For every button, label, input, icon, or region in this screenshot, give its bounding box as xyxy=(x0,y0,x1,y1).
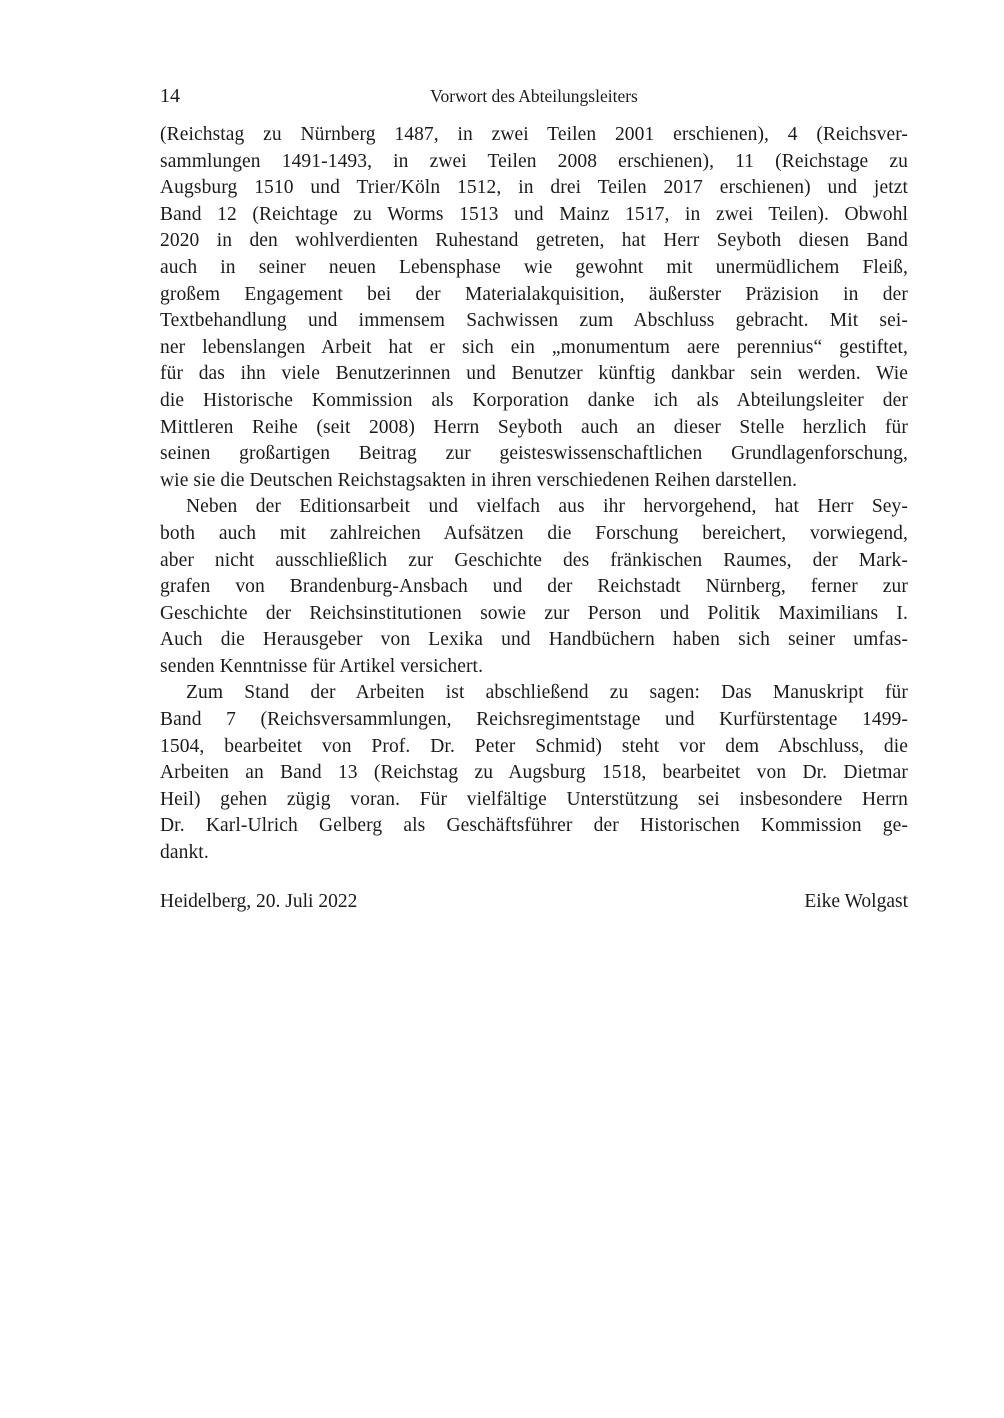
text-line: auch in seiner neuen Lebensphase wie gewohnt mit unermüdlichem Fleiß, xyxy=(160,256,908,278)
text-line: Band 7 (Reichsversammlungen, Reichsregimentstage und Kurfürstentage 1499- xyxy=(160,709,908,731)
text-line: Arbeiten an Band 13 (Reichstag zu Augsburg 1518, bearbeitet von Dr. Dietmar xyxy=(160,762,908,784)
text-line: sammlungen 1491-1493, in zwei Teilen 2008 erschienen), 11 (Reichstage zu xyxy=(160,150,908,172)
text-line: Heil) gehen zügig voran. Für vielfältige Unterstützung sei insbesondere Herrn xyxy=(160,788,908,810)
body-text xyxy=(160,122,908,867)
text-line: wie sie die Deutschen Reichstagsakten in ihren verschiedenen Reihen darstellen. xyxy=(160,469,798,491)
text-line: Dr. Karl-Ulrich Gelberg als Geschäftsführer der Historischen Kommission ge- xyxy=(160,815,908,837)
page-number: 14 xyxy=(160,85,180,107)
closing-line xyxy=(160,889,908,916)
paragraph xyxy=(160,680,908,866)
text-line: für das ihn viele Benutzerinnen und Benutzer künftig dankbar sein werden. Wie xyxy=(160,363,908,385)
text-line: Textbehandlung und immensem Sachwissen zum Abschluss gebracht. Mit sei- xyxy=(160,310,908,332)
text-line: 2020 in den wohlverdienten Ruhestand getreten, hat Herr Seyboth diesen Band xyxy=(160,230,908,252)
running-header xyxy=(160,84,908,108)
text-line: großem Engagement bei der Materialakquisition, äußerster Präzision in der xyxy=(160,283,908,305)
text-line: Geschichte der Reichsinstitutionen sowie zur Person und Politik Maximilians I. xyxy=(160,602,908,624)
text-line: grafen von Brandenburg-Ansbach und der Reichstadt Nürnberg, ferner zur xyxy=(160,576,908,598)
text-line: seinen großartigen Beitrag zur geisteswissenschaftlichen Grundlagenforschung, xyxy=(160,443,908,465)
author-name: Eike Wolgast xyxy=(804,890,908,912)
paragraph xyxy=(160,122,908,494)
text-line: Mittleren Reihe (seit 2008) Herrn Seyboth auch an dieser Stelle herzlich für xyxy=(160,416,908,438)
text-line: Auch die Herausgeber von Lexika und Handbüchern haben sich seiner umfas- xyxy=(160,629,908,651)
text-line: (Reichstag zu Nürnberg 1487, in zwei Teilen 2001 erschienen), 4 (Reichsver- xyxy=(160,124,908,145)
text-line: Neben der Editionsarbeit und vielfach aus ihr hervorgehend, hat Herr Sey- xyxy=(186,496,908,518)
text-line: Zum Stand der Arbeiten ist abschließend zu sagen: Das Manuskript für xyxy=(186,682,908,704)
text-line: both auch mit zahlreichen Aufsätzen die Forschung bereichert, vorwiegend, xyxy=(160,522,908,544)
text-line: Augsburg 1510 und Trier/Köln 1512, in drei Teilen 2017 erschienen) und jetzt xyxy=(160,177,908,199)
text-line: Band 12 (Reichtage zu Worms 1513 und Mainz 1517, in zwei Teilen). Obwohl xyxy=(160,203,908,225)
text-line: senden Kenntnisse für Artikel versichert. xyxy=(160,655,484,677)
running-title: Vorwort des Abteilungsleiters xyxy=(430,86,638,106)
text-line: dankt. xyxy=(160,842,209,864)
text-line: ner lebenslangen Arbeit hat er sich ein „monumentum aere perennius“ gestiftet, xyxy=(160,336,908,358)
place-date: Heidelberg, 20. Juli 2022 xyxy=(160,890,358,912)
text-line: aber nicht ausschließlich zur Geschichte des fränkischen Raumes, der Mark- xyxy=(160,549,908,571)
text-line: 1504, bearbeitet von Prof. Dr. Peter Schmid) steht vor dem Abschluss, die xyxy=(160,735,908,757)
paragraph xyxy=(160,494,908,680)
text-block xyxy=(160,84,908,915)
text-line: die Historische Kommission als Korporation danke ich als Abteilungsleiter der xyxy=(160,389,908,411)
